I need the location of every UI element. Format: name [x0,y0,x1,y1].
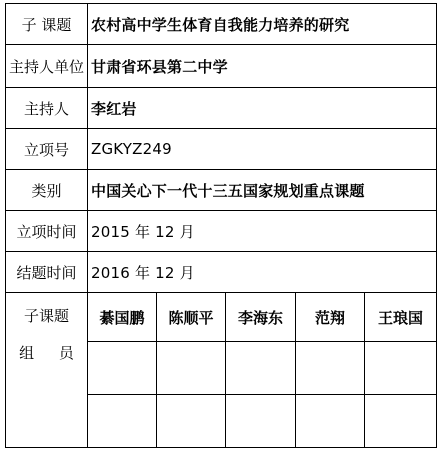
member-name: 范翔 [296,293,365,342]
row-host-unit [6,45,437,88]
empty-cell [157,395,226,448]
empty-cell [365,342,437,395]
label-end-date: 结题时间 [6,252,88,293]
member-name: 綦国鹏 [88,293,157,342]
label-start-date: 立项时间 [6,211,88,252]
value-project-number: ZGKYZ249 [88,129,437,170]
row-end-date [6,252,437,293]
label-project-number: 立项号 [6,129,88,170]
row-category [6,170,437,211]
empty-cell [226,342,296,395]
row-subtopic [6,4,437,45]
value-category: 中国关心下一代十三五国家规划重点课题 [88,170,437,211]
members-group-label [6,293,88,448]
members-label-line1: 子课题 [23,307,69,325]
empty-cell [365,395,437,448]
label-subtopic: 子 课题 [6,4,88,45]
member-name: 王琅国 [365,293,437,342]
empty-cell [88,395,157,448]
empty-cell [88,342,157,395]
member-name: 陈顺平 [157,293,226,342]
value-host: 李红岩 [88,88,437,129]
label-host-unit: 主持人单位 [6,45,88,88]
row-members-header [6,293,437,342]
empty-cell [226,395,296,448]
empty-cell [296,342,365,395]
member-name: 李海东 [226,293,296,342]
value-host-unit: 甘肃省环县第二中学 [88,45,437,88]
row-host [6,88,437,129]
label-category: 类别 [6,170,88,211]
row-project-number [6,129,437,170]
empty-cell [157,342,226,395]
value-subtopic: 农村高中学生体育自我能力培养的研究 [88,4,437,45]
row-start-date [6,211,437,252]
project-info-table [5,3,437,448]
label-host: 主持人 [6,88,88,129]
value-start-date: 2015 年 12 月 [88,211,437,252]
project-info-document [5,3,436,448]
members-label-line2: 组 员 [19,344,84,362]
value-end-date: 2016 年 12 月 [88,252,437,293]
empty-cell [296,395,365,448]
